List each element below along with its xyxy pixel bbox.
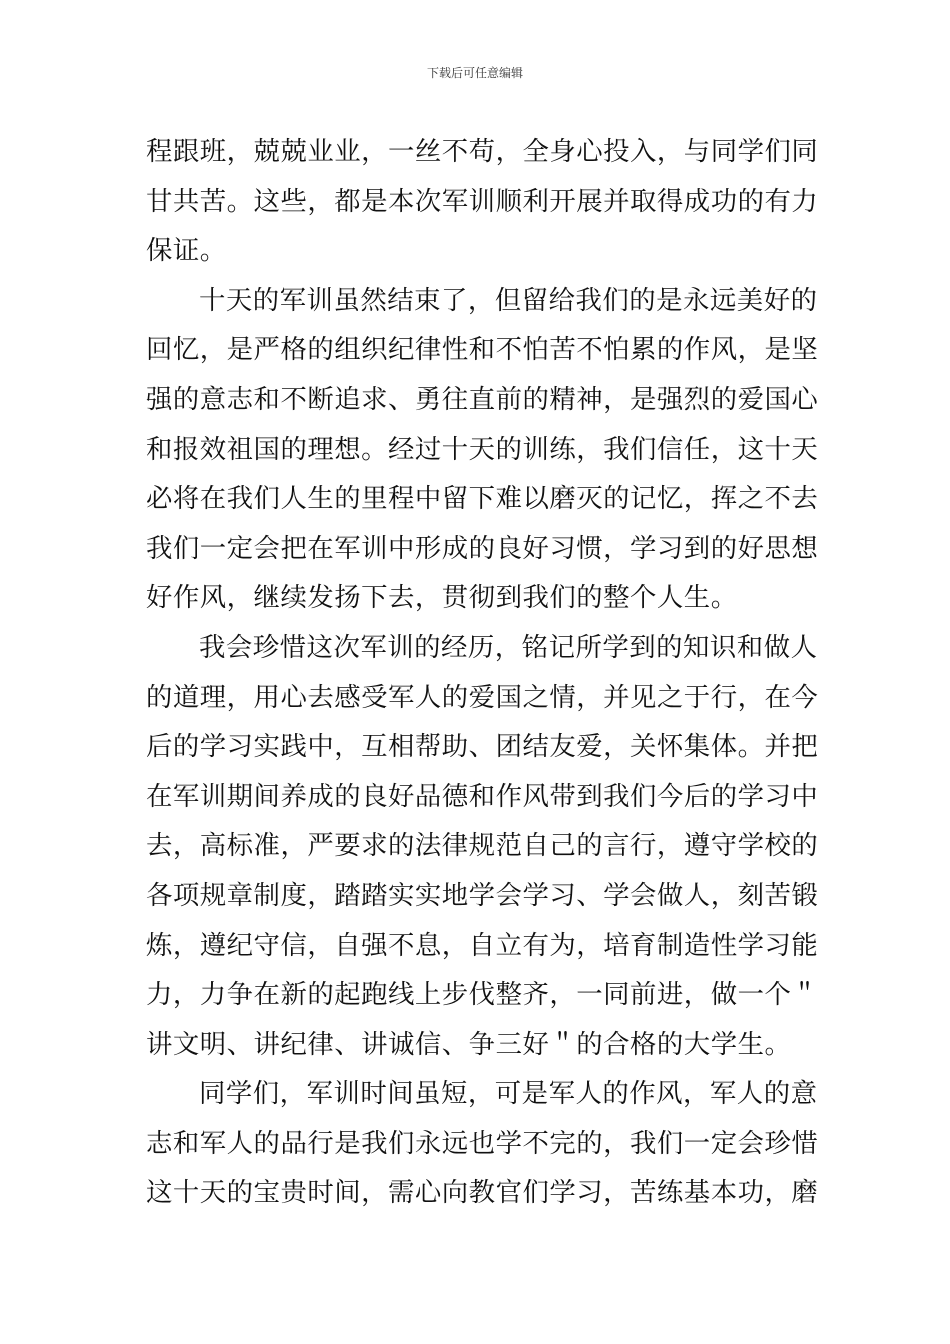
text-line: 我们一定会把在军训中形成的良好习惯，学习到的好思想 [146, 532, 819, 564]
paragraph-start-line: 同学们，军训时间虽短，可是军人的作风，军人的意 [199, 1078, 818, 1110]
body-text [146, 127, 819, 1218]
text-line: 讲文明、讲纪律、讲诚信、争三好＂的合格的大学生。 [146, 1028, 792, 1060]
header-note: 下载后可任意编辑 [426, 66, 523, 80]
text-line: 力，力争在新的起跑线上步伐整齐，一同前进，做一个＂ [146, 979, 819, 1011]
text-line: 程跟班，兢兢业业，一丝不苟，全身心投入，与同学们同 [146, 136, 819, 167]
text-line: 必将在我们人生的里程中留下难以磨灭的记忆，挥之不去 [146, 483, 819, 515]
paragraph-start-line: 我会珍惜这次军训的经历，铭记所学到的知识和做人 [199, 631, 818, 663]
text-line: 各项规章制度，踏踏实实地学会学习、学会做人，刻苦锻 [146, 879, 819, 911]
text-line: 的道理，用心去感受军人的爱国之情，并见之于行，在今 [146, 681, 819, 713]
text-line: 在军训期间养成的良好品德和作风带到我们今后的学习中 [146, 780, 819, 812]
text-line: 回忆，是严格的组织纪律性和不怕苦不怕累的作风，是坚 [146, 334, 819, 366]
text-line: 保证。 [146, 235, 227, 267]
text-line: 去，高标准，严要求的法律规范自己的言行，遵守学校的 [146, 830, 819, 862]
text-line: 这十天的宝贵时间，需心向教官们学习，苦练基本功，磨 [146, 1177, 819, 1209]
text-line: 强的意志和不断追求、勇往直前的精神，是强烈的爱国心 [146, 383, 819, 415]
text-line: 甘共苦。这些，都是本次军训顺利开展并取得成功的有力 [146, 185, 819, 217]
text-line: 和报效祖国的理想。经过十天的训练，我们信任，这十天 [146, 433, 819, 465]
paragraph-start-line: 十天的军训虽然结束了，但留给我们的是永远美好的 [199, 284, 818, 316]
text-line: 志和军人的品行是我们永远也学不完的，我们一定会珍惜 [146, 1127, 819, 1159]
text-line: 炼，遵纪守信，自强不息，自立有为，培育制造性学习能 [146, 929, 819, 961]
text-line: 好作风，继续发扬下去，贯彻到我们的整个人生。 [146, 582, 738, 614]
text-line: 后的学习实践中，互相帮助、团结友爱，关怀集体。并把 [146, 731, 819, 763]
